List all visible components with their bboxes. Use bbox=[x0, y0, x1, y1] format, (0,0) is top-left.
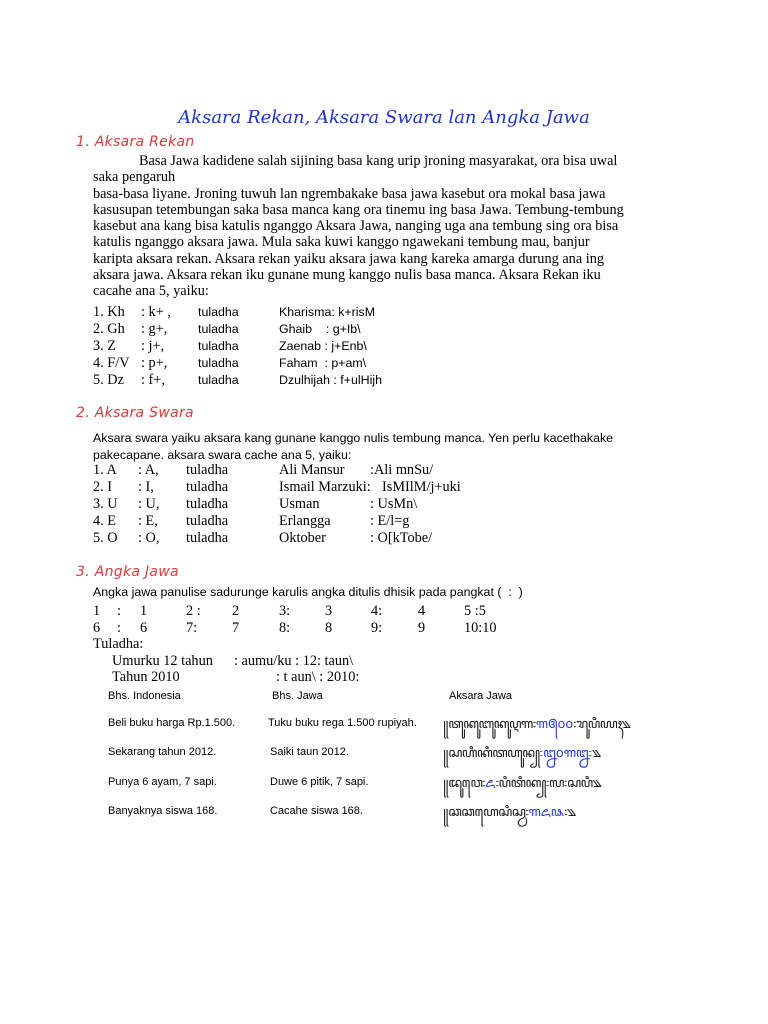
table-header: Aksara Jawa bbox=[449, 690, 512, 702]
aksara-glyphs: ꧋ꦠꦸꦏꦸꦧꦸꦏꦸꦉꦒ꧇ bbox=[443, 717, 536, 732]
rekan-row-example: Dzulhijah : f+ulHijh bbox=[279, 373, 382, 387]
aksara-glyphs: ꧋ꦢꦸꦮꦺ꧇ bbox=[443, 776, 486, 791]
angka-intro: Angka jawa panulise sadurunge karulis angka ditulis dhisik pada pangkat ( : ) bbox=[93, 585, 523, 599]
aksara-numeral: ꧇꧒꧐꧑꧒꧇ bbox=[539, 746, 593, 761]
swara-row-tuladha: tuladha bbox=[186, 496, 229, 512]
swara-row-tuladha: tuladha bbox=[186, 479, 229, 495]
aksara-glyphs: ꧋ꦕꦕꦲꦺꦱꦶꦱ꧀ꦮ꧇ bbox=[443, 805, 529, 820]
example-indonesian: Umurku 12 tahun bbox=[112, 653, 213, 669]
angka-cell: 4 bbox=[418, 603, 426, 619]
paragraph-line: karipta aksara rekan. Aksara rekan yaiku aksara jawa kang kareka amarga durung ana ing bbox=[93, 250, 605, 267]
paragraph-line: katulis nganggo aksara jawa. Mula saka kuwi kanggo ngawekani tembung mau, banjur bbox=[93, 234, 590, 251]
swara-row-word: Ali Mansur bbox=[279, 462, 345, 478]
paragraph-line: kasebut ana kang bisa katulis nganggo Aksara Jawa, nanging uga ana tembung sing ora bisa bbox=[93, 218, 619, 235]
swara-row-number: 3. U bbox=[93, 496, 118, 512]
table-cell-indonesia: Banyaknya siswa 168. bbox=[108, 805, 218, 817]
section-heading-angka-jawa: 3. Angka Jawa bbox=[76, 564, 179, 580]
angka-cell: : bbox=[117, 620, 121, 636]
table-cell-jawa: Tuku buku rega 1.500 rupiyah. bbox=[268, 717, 417, 729]
paragraph-line: basa-basa liyane. Jroning tuwuh lan ngrembakake basa jawa kasebut ora mokal basa jawa bbox=[93, 185, 606, 202]
rekan-row-symbol: : k+ , bbox=[141, 304, 171, 320]
table-cell-aksara bbox=[443, 742, 601, 769]
page-title: Aksara Rekan, Aksara Swara lan Angka Jawa bbox=[178, 107, 590, 128]
example-indonesian: Tahun 2010 bbox=[112, 669, 180, 685]
rekan-row-example: Zaenab : j+Enb\ bbox=[279, 339, 367, 353]
swara-row-number: 2. I bbox=[93, 479, 113, 495]
example-javanese: : t aun\ : 2010: bbox=[276, 669, 360, 685]
swara-row-word: Ismail Marzuki: bbox=[279, 479, 371, 495]
angka-cell: 9 bbox=[418, 620, 426, 636]
rekan-row-symbol: : j+, bbox=[141, 338, 165, 354]
swara-row-symbol: : U, bbox=[138, 496, 160, 512]
section-heading-aksara-swara: 2. Aksara Swara bbox=[76, 405, 194, 421]
example-javanese: : aumu/ku : 12: taun\ bbox=[234, 653, 354, 669]
rekan-row-number: 3. Z bbox=[93, 338, 117, 354]
swara-row-word: Oktober bbox=[279, 530, 326, 546]
table-cell-indonesia: Beli buku harga Rp.1.500. bbox=[108, 717, 236, 729]
rekan-row-tuladha: tuladha bbox=[198, 305, 239, 319]
swara-intro-line: Aksara swara yaiku aksara kang gunane kanggo nulis tembung manca. Yen perlu kacethakake bbox=[93, 431, 614, 445]
table-header: Bhs. Indonesia bbox=[108, 690, 181, 702]
aksara-glyphs: ꧇꧉ bbox=[564, 805, 576, 820]
swara-row-javanese: :Ali mnSu/ bbox=[370, 462, 434, 478]
rekan-row-example: Faham : p+am\ bbox=[279, 356, 367, 370]
tuladha-label: Tuladha: bbox=[93, 636, 144, 652]
swara-row-word: Erlangga bbox=[279, 513, 331, 529]
angka-cell: 8: bbox=[279, 620, 291, 636]
aksara-numeral: ꧑꧖꧘ bbox=[528, 805, 565, 820]
rekan-row-tuladha: tuladha bbox=[198, 322, 239, 336]
table-cell-aksara bbox=[443, 801, 576, 828]
angka-cell: : bbox=[117, 603, 121, 619]
aksara-glyphs: ꧋ꦱꦲꦶꦏꦶꦠꦲꦸꦤ꧀ bbox=[443, 746, 540, 761]
rekan-row-tuladha: tuladha bbox=[198, 339, 239, 353]
angka-cell: 8 bbox=[325, 620, 333, 636]
angka-cell: 3: bbox=[279, 603, 291, 619]
swara-row-number: 1. A bbox=[93, 462, 117, 478]
angka-cell: 9: bbox=[371, 620, 383, 636]
angka-cell: 4: bbox=[371, 603, 383, 619]
swara-row-symbol: : O, bbox=[138, 530, 160, 546]
swara-row-tuladha: tuladha bbox=[186, 530, 229, 546]
swara-row-javanese: : O[kTobe/ bbox=[370, 530, 433, 546]
rekan-row-number: 2. Gh bbox=[93, 321, 125, 337]
rekan-row-number: 1. Kh bbox=[93, 304, 125, 320]
rekan-row-tuladha: tuladha bbox=[198, 356, 239, 370]
aksara-numeral: ꧑꧕꧐꧐ bbox=[535, 717, 574, 732]
paragraph-line: aksara jawa. Aksara rekan iku gunane mung kanggo nulis basa manca. Aksara Rekan iku bbox=[93, 267, 601, 284]
swara-row-number: 4. E bbox=[93, 513, 117, 529]
table-header: Bhs. Jawa bbox=[272, 690, 323, 702]
angka-cell: 10:10 bbox=[464, 620, 497, 636]
table-cell-jawa: Cacahe siswa 168. bbox=[270, 805, 363, 817]
swara-row-javanese: : UsMn\ bbox=[370, 496, 418, 512]
rekan-row-tuladha: tuladha bbox=[198, 373, 239, 387]
rekan-row-number: 4. F/V bbox=[93, 355, 130, 371]
paragraph-line: cacahe ana 5, yaiku: bbox=[93, 283, 209, 300]
section-heading-aksara-rekan: 1. Aksara Rekan bbox=[76, 134, 195, 150]
rekan-row-symbol: : g+, bbox=[141, 321, 168, 337]
rekan-row-example: Kharisma: k+risM bbox=[279, 305, 376, 319]
table-cell-indonesia: Punya 6 ayam, 7 sapi. bbox=[108, 776, 217, 788]
swara-row-tuladha: tuladha bbox=[186, 462, 229, 478]
paragraph-line: kasusupan tetembungan saka basa manca kang ora tinemu ing basa Jawa. Tembung-tembung bbox=[93, 201, 624, 218]
angka-cell: 7 bbox=[232, 620, 240, 636]
rekan-row-example: Ghaib : g+Ib\ bbox=[279, 322, 361, 336]
swara-row-symbol: : E, bbox=[138, 513, 158, 529]
swara-row-symbol: : I, bbox=[138, 479, 154, 495]
angka-cell: 1 bbox=[140, 603, 148, 619]
angka-cell: 7: bbox=[186, 620, 198, 636]
angka-cell: 6 bbox=[93, 620, 101, 636]
rekan-row-symbol: : f+, bbox=[141, 372, 165, 388]
table-cell-jawa: Duwe 6 pitik, 7 sapi. bbox=[270, 776, 369, 788]
swara-intro-line: pakecapane. aksara swara cache ana 5, yaiku: bbox=[93, 448, 352, 462]
swara-row-javanese: IsMIlM/j+uki bbox=[382, 479, 461, 495]
angka-cell: 5 :5 bbox=[464, 603, 486, 619]
aksara-numeral: ꧖ bbox=[485, 776, 496, 791]
aksara-glyphs: ꧇ꦫꦸꦥꦶꦪꦃ꧉ bbox=[573, 717, 631, 732]
table-cell-aksara bbox=[443, 772, 601, 799]
swara-row-symbol: : A, bbox=[138, 462, 159, 478]
angka-cell: 2 bbox=[232, 603, 240, 619]
rekan-row-number: 5. Dz bbox=[93, 372, 124, 388]
aksara-glyphs: ꧉ bbox=[592, 746, 601, 761]
table-cell-aksara bbox=[443, 713, 630, 740]
angka-cell: 1 bbox=[93, 603, 101, 619]
section-paragraph-rekan bbox=[93, 153, 683, 300]
table-cell-jawa: Saiki taun 2012. bbox=[270, 746, 349, 758]
aksara-glyphs: ꧇ꦥꦶꦠꦶꦏ꧀꧇꧗꧇ꦱꦥꦶ꧉ bbox=[495, 776, 602, 791]
rekan-row-symbol: : p+, bbox=[141, 355, 168, 371]
paragraph-line: saka pengaruh bbox=[93, 169, 176, 186]
angka-cell: 3 bbox=[325, 603, 333, 619]
swara-row-word: Usman bbox=[279, 496, 320, 512]
paragraph-line: Basa Jawa kadidene salah sijining basa kang urip jroning masyarakat, ora bisa uwal bbox=[139, 153, 618, 169]
angka-cell: 6 bbox=[140, 620, 148, 636]
swara-row-tuladha: tuladha bbox=[186, 513, 229, 529]
table-cell-indonesia: Sekarang tahun 2012. bbox=[108, 746, 217, 758]
swara-row-javanese: : E/l=g bbox=[370, 513, 410, 529]
angka-cell: 2 : bbox=[186, 603, 201, 619]
swara-row-number: 5. O bbox=[93, 530, 118, 546]
